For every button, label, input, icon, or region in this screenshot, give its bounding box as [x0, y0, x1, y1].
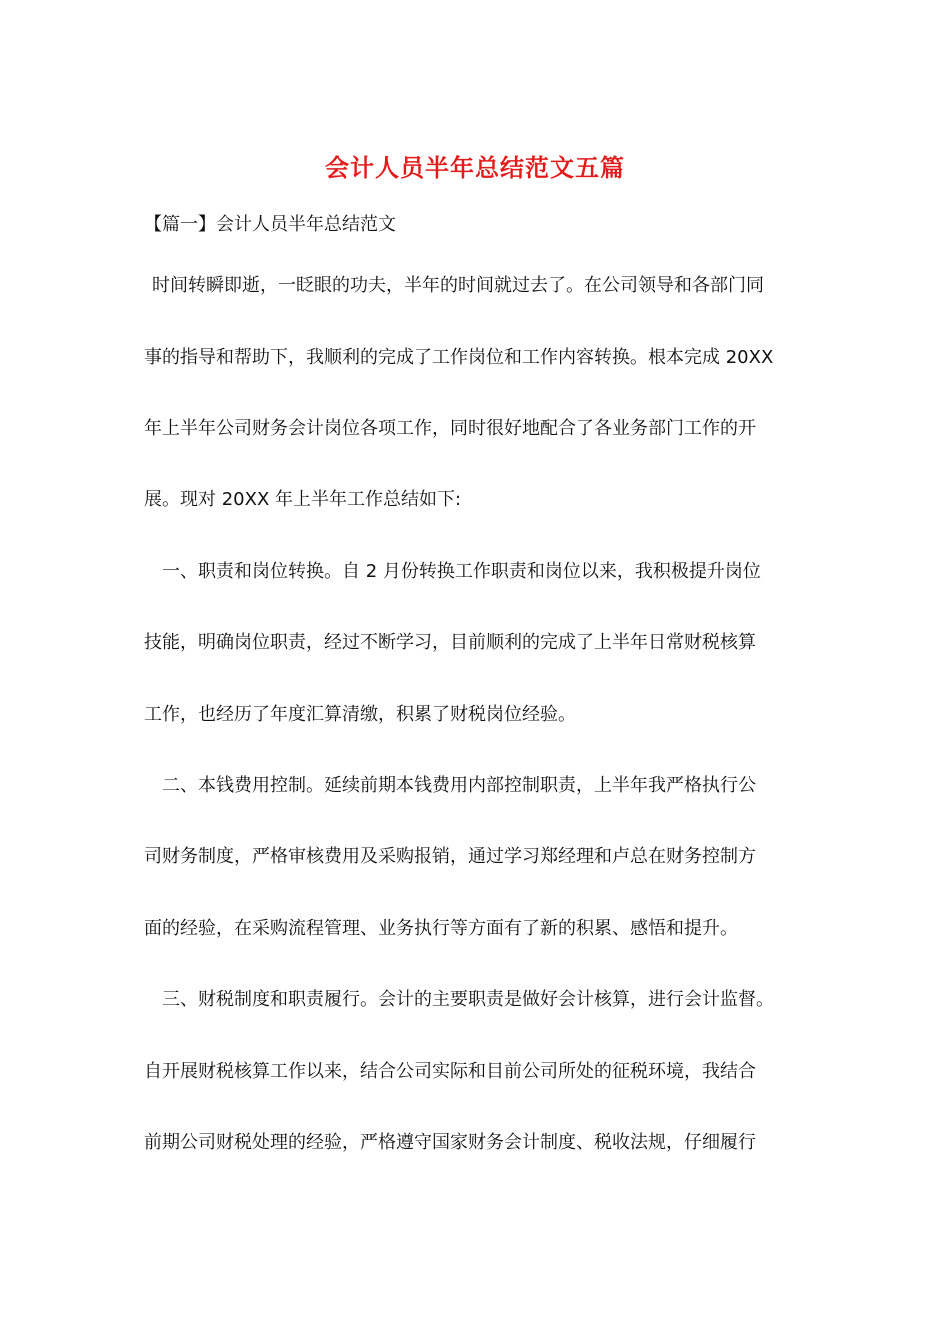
document-title: 会计人员半年总结范文五篇: [325, 153, 625, 182]
paragraph-line: 展。现对 20XX 年上半年工作总结如下:: [144, 489, 462, 510]
paragraph-line: 自开展财税核算工作以来，结合公司实际和目前公司所处的征税环境，我结合: [144, 1061, 756, 1082]
paragraph-line: 司财务制度，严格审核费用及采购报销，通过学习郑经理和卢总在财务控制方: [144, 846, 756, 867]
paragraph-line: 二、本钱费用控制。延续前期本钱费用内部控制职责，上半年我严格执行公: [162, 775, 756, 796]
section-heading: 【篇一】会计人员半年总结范文: [144, 214, 396, 235]
paragraph-line: 年上半年公司财务会计岗位各项工作，同时很好地配合了各业务部门工作的开: [144, 418, 756, 439]
paragraph-line: 面的经验，在采购流程管理、业务执行等方面有了新的积累、感悟和提升。: [144, 918, 738, 939]
paragraph-line: 技能，明确岗位职责，经过不断学习，目前顺利的完成了上半年日常财税核算: [144, 632, 756, 653]
paragraph-line: 前期公司财税处理的经验，严格遵守国家财务会计制度、税收法规，仔细履行: [144, 1132, 756, 1153]
paragraph-line: 工作，也经历了年度汇算清缴，积累了财税岗位经验。: [144, 704, 576, 725]
paragraph-line: 时间转瞬即逝，一眨眼的功夫，半年的时间就过去了。在公司领导和各部门同: [152, 275, 764, 296]
paragraph-line: 事的指导和帮助下，我顺利的完成了工作岗位和工作内容转换。根本完成 20XX: [144, 347, 774, 368]
paragraph-line: 一、职责和岗位转换。自 2 月份转换工作职责和岗位以来，我积极提升岗位: [162, 561, 761, 582]
paragraph-line: 三、财税制度和职责履行。会计的主要职责是做好会计核算，进行会计监督。: [162, 989, 774, 1010]
